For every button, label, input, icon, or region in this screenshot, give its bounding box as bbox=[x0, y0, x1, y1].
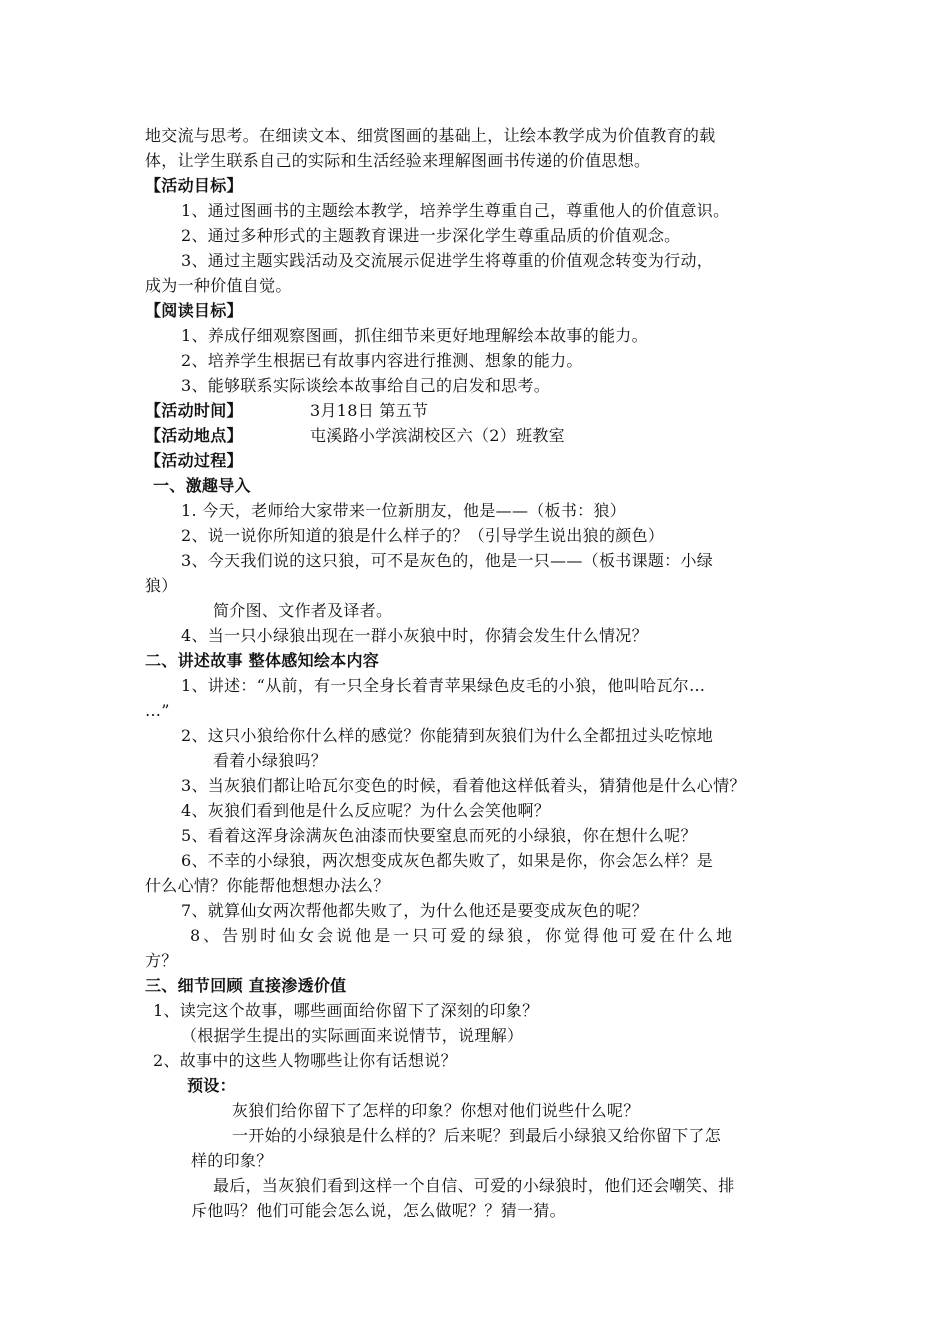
section-heading: 三、细节回顾 直接渗透价值 bbox=[145, 976, 347, 995]
list-item: 8、告别时仙女会说他是一只可爱的绿狼，你觉得他可爱在什么地 bbox=[190, 926, 736, 945]
list-item: 1、养成仔细观察图画，抓住细节来更好地理解绘本故事的能力。 bbox=[181, 326, 648, 345]
preset-question-continuation: 样的印象？ bbox=[191, 1151, 273, 1170]
preset-label: 预设： bbox=[187, 1076, 236, 1095]
list-item: 2、故事中的这些人物哪些让你有话想说？ bbox=[153, 1051, 457, 1070]
list-item-continuation: 什么心情？你能帮他想想办法么？ bbox=[145, 876, 390, 895]
heading-activity-time: 【活动时间】 bbox=[145, 401, 243, 420]
list-item: 1. 今天，老师给大家带来一位新朋友，他是——（板书：狼） bbox=[181, 501, 627, 520]
list-item: 1、通过图画书的主题绘本教学，培养学生尊重自己，尊重他人的价值意识。 bbox=[181, 201, 730, 220]
list-item: 1、读完这个故事，哪些画面给你留下了深刻的印象？ bbox=[153, 1001, 539, 1020]
list-item: 4、灰狼们看到他是什么反应呢？为什么会笑他啊？ bbox=[181, 801, 551, 820]
list-item: 3、今天我们说的这只狼，可不是灰色的，他是一只——（板书课题：小绿 bbox=[181, 551, 714, 570]
heading-activity-place: 【活动地点】 bbox=[145, 426, 243, 445]
section-heading: 二、讲述故事 整体感知绘本内容 bbox=[145, 651, 380, 670]
list-item-continuation: 成为一种价值自觉。 bbox=[145, 276, 292, 295]
paragraph-line: 地交流与思考。在细读文本、细赏图画的基础上，让绘本教学成为价值教育的载 bbox=[145, 126, 716, 145]
list-item: 1、讲述：“从前，有一只全身长着青苹果绿色皮毛的小狼，他叫哈瓦尔… bbox=[181, 676, 706, 695]
list-item: 7、就算仙女两次帮他都失败了，为什么他还是要变成灰色的呢？ bbox=[181, 901, 648, 920]
preset-question: 最后，当灰狼们看到这样一个自信、可爱的小绿狼时，他们还会嘲笑、排 bbox=[213, 1176, 735, 1195]
list-item-continuation: 狼） bbox=[145, 576, 178, 595]
list-item-note: 简介图、文作者及译者。 bbox=[213, 601, 393, 620]
heading-activity-process: 【活动过程】 bbox=[145, 451, 243, 470]
activity-time-value: 3月18日 第五节 bbox=[310, 401, 429, 420]
list-item: 5、看着这浑身涂满灰色油漆而快要窒息而死的小绿狼，你在想什么呢？ bbox=[181, 826, 697, 845]
section-heading: 一、激趣导入 bbox=[153, 476, 251, 495]
list-item: 6、不幸的小绿狼，两次想变成灰色都失败了，如果是你，你会怎么样？是 bbox=[181, 851, 714, 870]
heading-reading-goal: 【阅读目标】 bbox=[145, 301, 243, 320]
list-item: 3、能够联系实际谈绘本故事给自己的启发和思考。 bbox=[181, 376, 551, 395]
list-item-note: （根据学生提出的实际画面来说情节，说理解） bbox=[181, 1026, 524, 1045]
list-item: 2、这只小狼给你什么样的感觉？你能猜到灰狼们为什么全都扭过头吃惊地 bbox=[181, 726, 714, 745]
list-item: 2、通过多种形式的主题教育课进一步深化学生尊重品质的价值观念。 bbox=[181, 226, 681, 245]
list-item-continuation: …” bbox=[145, 701, 170, 720]
list-item: 2、说一说你所知道的狼是什么样子的？（引导学生说出狼的颜色） bbox=[181, 526, 665, 545]
list-item: 4、当一只小绿狼出现在一群小灰狼中时，你猜会发生什么情况？ bbox=[181, 626, 648, 645]
heading-activity-goal: 【活动目标】 bbox=[145, 176, 243, 195]
list-item-continuation: 方？ bbox=[145, 951, 178, 970]
paragraph-line: 体，让学生联系自己的实际和生活经验来理解图画书传递的价值思想。 bbox=[145, 151, 651, 170]
list-item-continuation: 看着小绿狼吗？ bbox=[213, 751, 328, 770]
list-item: 2、培养学生根据已有故事内容进行推测、想象的能力。 bbox=[181, 351, 583, 370]
preset-question: 灰狼们给你留下了怎样的印象？你想对他们说些什么呢？ bbox=[232, 1101, 640, 1120]
list-item: 3、当灰狼们都让哈瓦尔变色的时候，看着他这样低着头，猜猜他是什么心情？ bbox=[181, 776, 746, 795]
preset-question-continuation: 斥他吗？他们可能会怎么说，怎么做呢？？猜一猜。 bbox=[191, 1201, 566, 1220]
list-item: 3、通过主题实践活动及交流展示促进学生将尊重的价值观念转变为行动， bbox=[181, 251, 714, 270]
activity-place-value: 屯溪路小学滨湖校区六（2）班教室 bbox=[310, 426, 565, 445]
preset-question: 一开始的小绿狼是什么样的？后来呢？到最后小绿狼又给你留下了怎 bbox=[232, 1126, 722, 1145]
